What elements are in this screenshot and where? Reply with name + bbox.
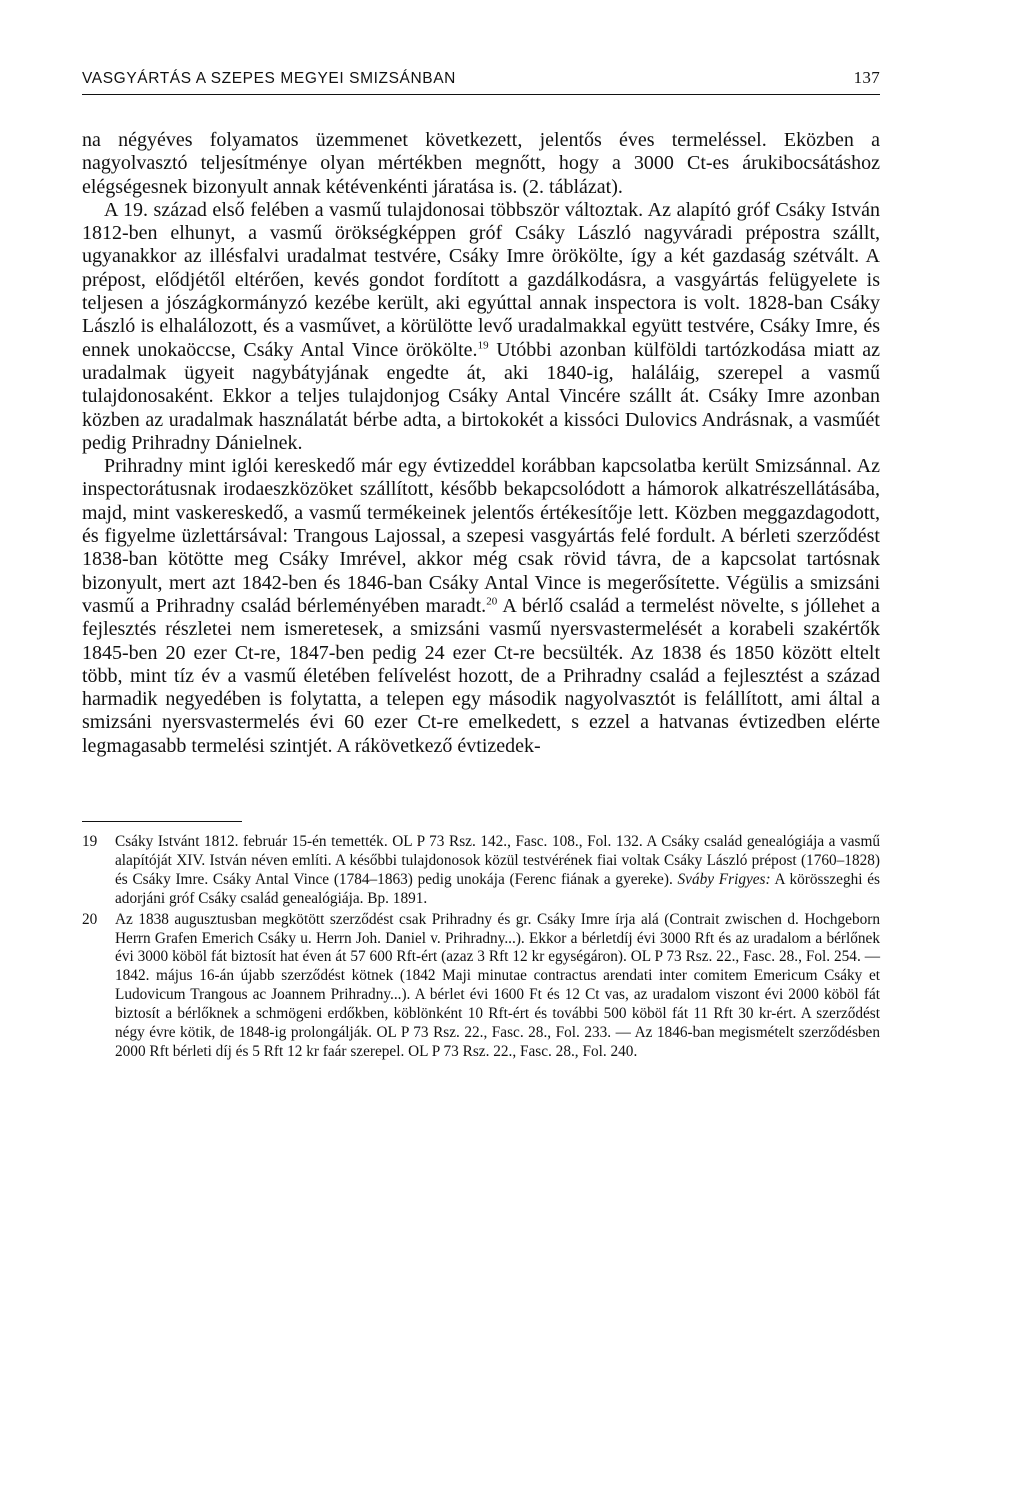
paragraph-3-text: Prihradny mint iglói kereskedő már egy évtizeddel korábban kapcsolatba került Smizsánnal. Az inspectorátusnak irodaeszközöket szállított, később bekapcsolódott a hámorok alkatrészellátásába, majd, mint vaskereskedő, a vasmű termékeinek jelentős értékesítője lett. Közben meggazdagodott, és figyelme üzlettársával: Trangous Lajossal, a szepesi vasgyártás felé fordult. A bérleti szerződést 1838-ban kötötte meg Csáky Imrével, akkor még csak rövid távra, de a kapcsolat tartósnak bizonyult, mert azt 1842-ben és 1846-ban Csáky Antal Vince is megerősítette. Végülis a smizsáni vasmű a Prihradny család bérleményében maradt.	[82, 455, 880, 617]
paragraph-2-text: A 19. század első felében a vasmű tulajdonosai többször változtak. Az alapító gróf Csáky István 1812-ben elhunyt, a vasmű örökségképpen gróf Csáky László nagyváradi prépostra szállt, ugyanakkor az illésfalvi uradalmat testvére, Csáky Imre örökölte, így a két gazdaság szétvált. A prépost, elődjétől eltérően, kevés gondot fordított a gazdálkodásra, a vasgyártás felügyelete is teljesen a jószágkormányzó kezébe került, aki egyúttal annak inspectora is volt. 1828-ban Csáky László is elhalálozott, és a vasművet, a körülötte levő uradalmakkal együtt testvére, Csáky Imre, és ennek unokaöccse, Csáky Antal Vince örökölte.	[82, 198, 880, 361]
page-number: 137	[853, 68, 880, 87]
chapter-title: VASGYÁRTÁS A SZEPES MEGYEI SMIZSÁNBAN	[82, 70, 456, 87]
running-header	[82, 68, 880, 95]
footnote-text-a: Csáky Istvánt 1812. február 15-én temették. OL P 73 Rsz. 142., Fasc. 108., Fol. 132. A Csáky család genealógiája a vasmű alapítóját XIV. István néven említi. A későbbi tulajdonosok közül testvérének fiai voltak Csáky László prépost (1760–1828) és Csáky Imre. Csáky Antal Vince (1784–1863) pedig unokája (Ferenc fiának a gyereke).	[115, 833, 880, 888]
footnote-author: Svábу Frigyes:	[677, 870, 771, 888]
footnote-ref-20[interactable]: 20	[486, 595, 498, 608]
footnote-19	[82, 833, 880, 909]
paragraph-3-text-cont: A bérlő család a termelést növelte, s jóllehet a fejlesztés részletei nem ismeretesek, a smizsáni vasmű nyersvastermelését a korabeli szakértők 1845-ben 20 ezer Ct-re, 1847-ben pedig 24 ezer Ct-re becsülték. Az 1838 és 1850 között eltelt több, mint tíz év a vasmű életében felívelést hozott, de a Prihradny család a fejlesztést a század harmadik negyedében is folytatta, a telepen egy második nagyolvasztót is felállított, ami által a smizsáni nyersvastermelés évi 60 ezer Ct-re emelkedett, s ezzel a hatvanas évtizedben elérte legmagasabb termelési szintjét. A rákövetkező évtizedek-	[82, 594, 880, 757]
footnote-ref-19[interactable]: 19	[477, 339, 489, 352]
footnote-text	[115, 911, 880, 1062]
footnote-number: 20	[82, 910, 98, 928]
paragraph-1-text: na négyéves folyamatos üzemmenet következett, jelentős éves termeléssel. Eközben a nagyolvasztó teljesítménye olyan mértékben megnőtt, hogy a 3000 Ct-es árukibocsátáshoz elégségesnek bizonyult annak kétévenkénti járatása is. (2. táblázat).	[82, 129, 880, 198]
paragraph-2-text-cont: Utóbbi azonban külföldi tartózkodása miatt az uradalmak ügyeit nagybátyjának engedte át, aki 1840-ig, haláláig, szerepel a vasmű tulajdonosaként. Ekkor a teljes tulajdonjog Csáky Antal Vincére szállt át. Csáky Imre azonban közben az uradalmak használatát bérbe adta, a birtokokét a kissóci Dulovics Andrásnak, a vasműét pedig Prihradny Dánielnek.	[82, 338, 880, 454]
footnote-text-a: Az 1838 augusztusban megkötött szerződést csak Prihradny és gr. Csáky Imre írja alá (Contrait zwischen d. Hochgeborn Herrn Grafen Emerich Csáky u. Herrn Joh. Daniel v. Prihradny...). Ekkor a bérletdíj évi 3000 Rft és az uradalom a bérlőnek évi 3000 köböl fát biztosít hat éven át 57 600 Rft-ért (azaz 3 Rft 12 kr egységáron). OL P 73 Rsz. 22., Fasc. 28., Fol. 254. — 1842. május 16-án újabb szerződést kötnek (1842 Maji minutae contractus arendati inter comitem Emericum Csáky et Ludovicum Trangous ac Joannem Prihradny...). A bérlet évi 1600 Ft és 12 Ct vas, az uradalom viszont évi 2000 köböl fát biztosít a bérlőknek a schmögeni erdőkben, köblönként 10 Rft-ért és további 500 köböl fát 11 Rft 30 kr-ért. A szerződést négy évre kötik, de 1848-ig prolongálják. OL P 73 Rsz. 22., Fasc. 28., Fol. 233. — Az 1846-ban megismételt szerződésben 2000 Rft bérleti díj és 5 Rft 12 kr faár szerepel. OL P 73 Rsz. 22., Fasc. 28., Fol. 240.	[115, 910, 880, 1060]
main-text	[82, 129, 880, 758]
paragraph-1	[82, 129, 880, 199]
footnote-divider	[82, 821, 242, 822]
footnote-text	[115, 833, 880, 909]
paragraph-2	[82, 199, 880, 455]
book-page	[82, 68, 880, 1064]
footnote-20	[82, 911, 880, 1062]
paragraph-3	[82, 455, 880, 758]
footnotes	[82, 833, 880, 1062]
footnote-text-b: A körösszeghi és adorjáni gróf Csáky család genealógiája. Bp. 1891.	[115, 870, 881, 907]
footnote-number: 19	[82, 833, 98, 851]
